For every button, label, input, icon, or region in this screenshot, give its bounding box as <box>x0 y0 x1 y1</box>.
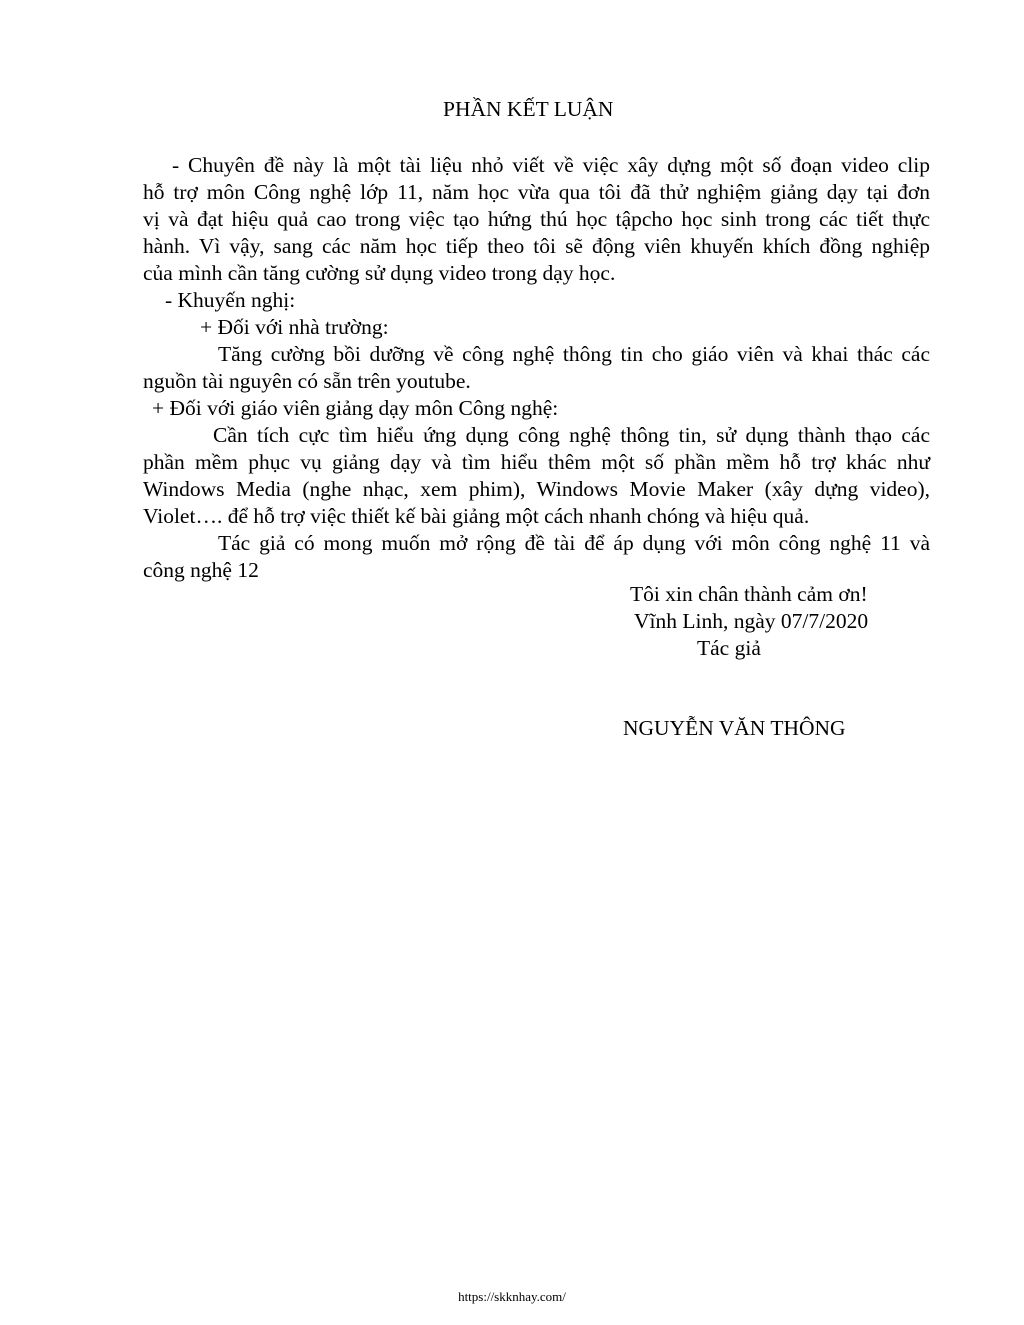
closing-author-label: Tác giả <box>697 636 761 660</box>
page-title: PHẦN KẾT LUẬN <box>443 97 614 121</box>
paragraph-line: vị và đạt hiệu quả cao trong việc tạo hứng thú học tậpcho học sinh trong các tiết thực <box>143 207 930 231</box>
author-name: NGUYỄN VĂN THÔNG <box>623 716 846 740</box>
closing-place-date: Vĩnh Linh, ngày 07/7/2020 <box>634 609 869 633</box>
paragraph-line: nguồn tài nguyên có sẵn trên youtube. <box>143 369 471 393</box>
paragraph-line: hỗ trợ môn Công nghệ lớp 11, năm học vừa qua tôi đã thử nghiệm giảng dạy tại đơn <box>143 180 930 204</box>
teacher-heading: + Đối với giáo viên giảng dạy môn Công nghệ: <box>152 396 559 420</box>
paragraph-line: Windows Media (nghe nhạc, xem phim), Windows Movie Maker (xây dựng video), <box>143 477 930 501</box>
paragraph-line: của mình cần tăng cường sử dụng video trong dạy học. <box>143 261 616 285</box>
school-heading: + Đối với nhà trường: <box>200 315 389 339</box>
paragraph-line: Tăng cường bồi dưỡng về công nghệ thông tin cho giáo viên và khai thác các <box>218 342 930 366</box>
paragraph-line: Violet…. để hỗ trợ việc thiết kế bài giảng một cách nhanh chóng và hiệu quả. <box>143 504 810 528</box>
paragraph-line: hành. Vì vậy, sang các năm học tiếp theo tôi sẽ động viên khuyến khích đồng nghiệp <box>143 234 930 258</box>
recommend-heading: - Khuyến nghị: <box>165 288 296 312</box>
paragraph-line: Cần tích cực tìm hiểu ứng dụng công nghệ thông tin, sử dụng thành thạo các <box>213 423 930 447</box>
footer-url: https://skknhay.com/ <box>458 1289 566 1304</box>
paragraph-line: Tác giả có mong muốn mở rộng đề tài để áp dụng với môn công nghệ 11 và <box>218 531 930 555</box>
paragraph-line: công nghệ 12 <box>143 558 259 582</box>
closing-thanks: Tôi xin chân thành cảm ơn! <box>630 582 868 606</box>
paragraph-line: - Chuyên đề này là một tài liệu nhỏ viết về việc xây dựng một số đoạn video clip <box>172 153 930 177</box>
paragraph-line: phần mềm phục vụ giảng dạy và tìm hiểu thêm một số phần mềm hỗ trợ khác như <box>143 450 930 474</box>
